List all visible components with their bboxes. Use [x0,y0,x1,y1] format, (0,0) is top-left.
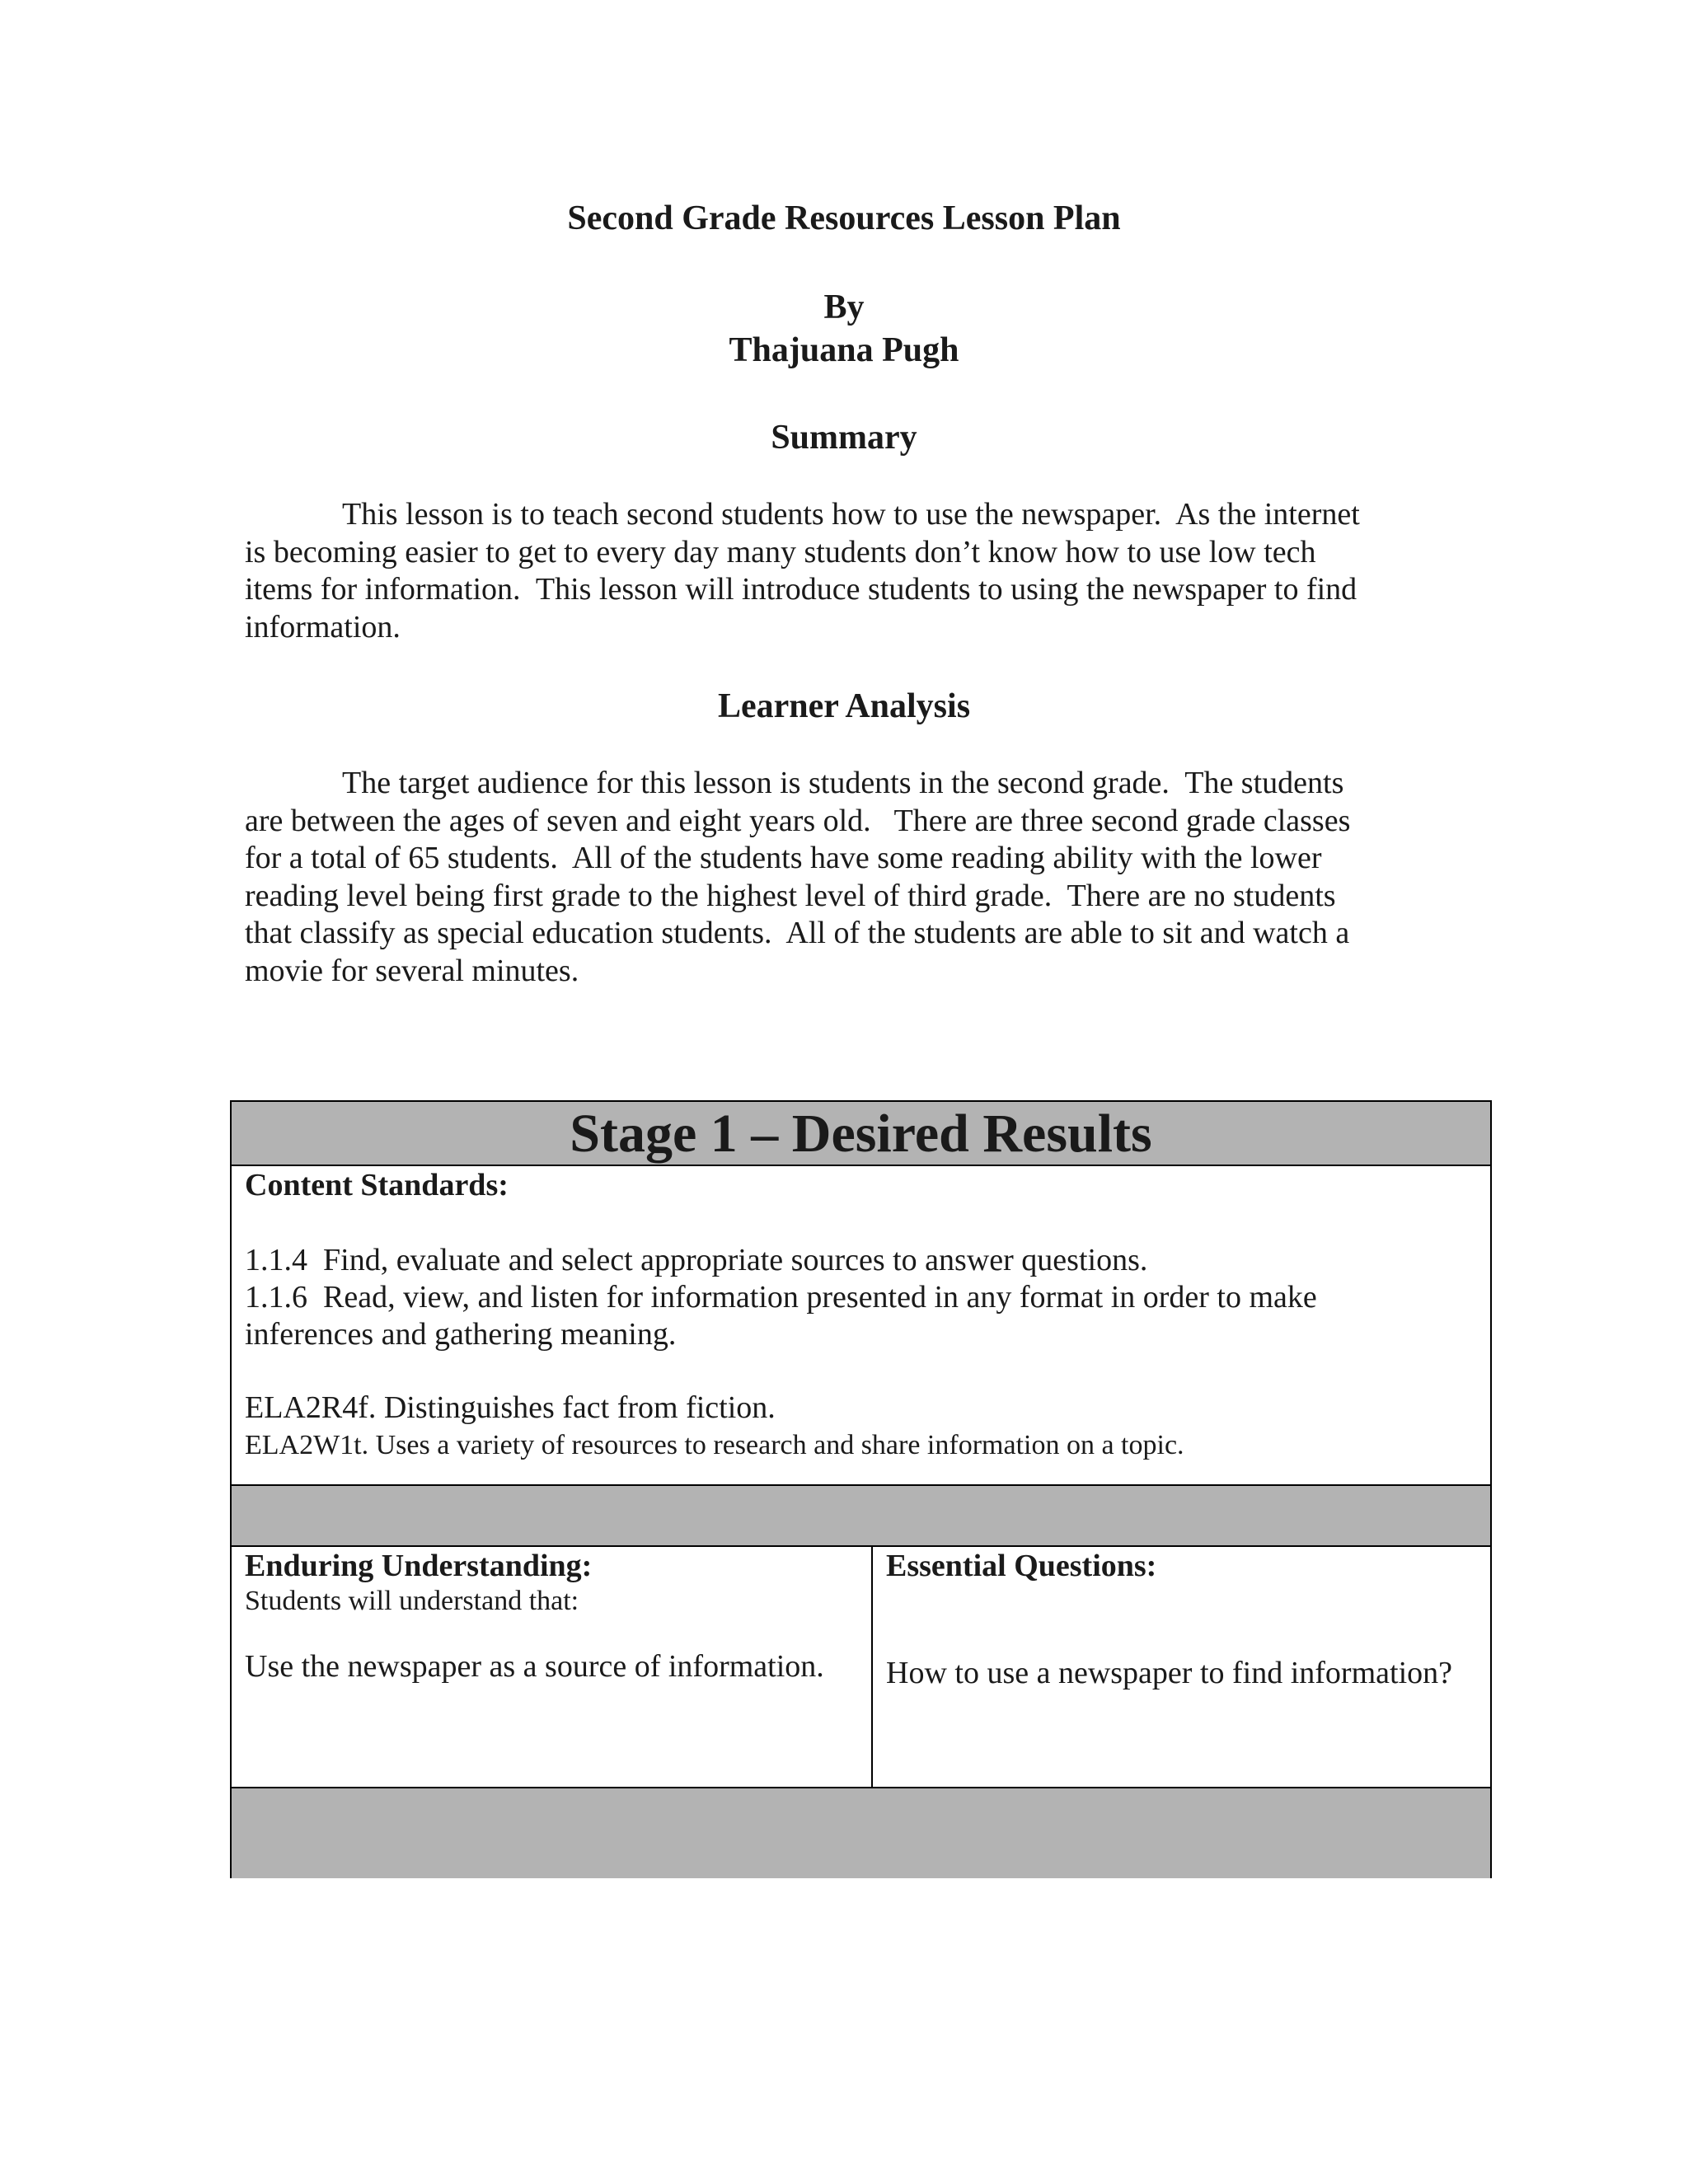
content-standards-cell [232,1166,1490,1486]
learner-line: are between the ages of seven and eight years old. There are three second grade classes [245,803,1351,838]
standard-item: 1.1.6 Read, view, and listen for information presented in any format in order to make [245,1280,1317,1315]
learner-analysis-heading: Learner Analysis [717,687,971,725]
content-standards-label: Content Standards: [245,1168,509,1202]
standard-item: 1.1.4 Find, evaluate and select appropriate sources to answer questions. [245,1243,1148,1277]
essential-questions-text: How to use a newspaper to find information? [886,1656,1452,1690]
essential-questions-label: Essential Questions: [886,1549,1157,1583]
summary-line: information. [245,609,401,644]
learner-analysis-paragraph [245,765,1440,990]
summary-line: This lesson is to teach second students how to use the newspaper. As the internet [342,497,1360,532]
enduring-understanding-text: Use the newspaper as a source of information. [245,1649,824,1684]
standard-item: inferences and gathering meaning. [245,1317,677,1352]
understanding-questions-row [232,1547,1490,1788]
learner-line: that classify as special education students. All of the students are able to sit and watch a [245,916,1350,950]
document-title: Second Grade Resources Lesson Plan [567,199,1121,237]
enduring-understanding-cell [232,1547,873,1787]
summary-paragraph [245,496,1440,646]
ela-standard-item: ELA2W1t. Uses a variety of resources to research and share information on a topic. [245,1430,1184,1460]
summary-line: items for information. This lesson will introduce students to using the newspaper to find [245,572,1357,607]
summary-heading: Summary [771,419,917,457]
author-name: Thajuana Pugh [729,331,959,369]
learner-line: The target audience for this lesson is students in the second grade. The students [342,766,1344,800]
stage1-header: Stage 1 – Desired Results [232,1102,1490,1166]
learner-line: movie for several minutes. [245,953,579,988]
by-label: By [823,288,865,326]
essential-questions-cell [873,1547,1490,1787]
shaded-divider-row [232,1486,1490,1547]
stage1-table [230,1100,1492,1878]
enduring-understanding-subtext: Students will understand that: [245,1586,579,1616]
shaded-footer-row [232,1788,1490,1878]
learner-line: reading level being first grade to the highest level of third grade. There are no students [245,878,1336,913]
summary-line: is becoming easier to get to every day many students don’t know how to use low tech [245,534,1316,569]
learner-line: for a total of 65 students. All of the students have some reading ability with the lower [245,841,1322,875]
enduring-understanding-label: Enduring Understanding: [245,1549,593,1583]
ela-standard-item: ELA2R4f. Distinguishes fact from fiction. [245,1390,776,1425]
